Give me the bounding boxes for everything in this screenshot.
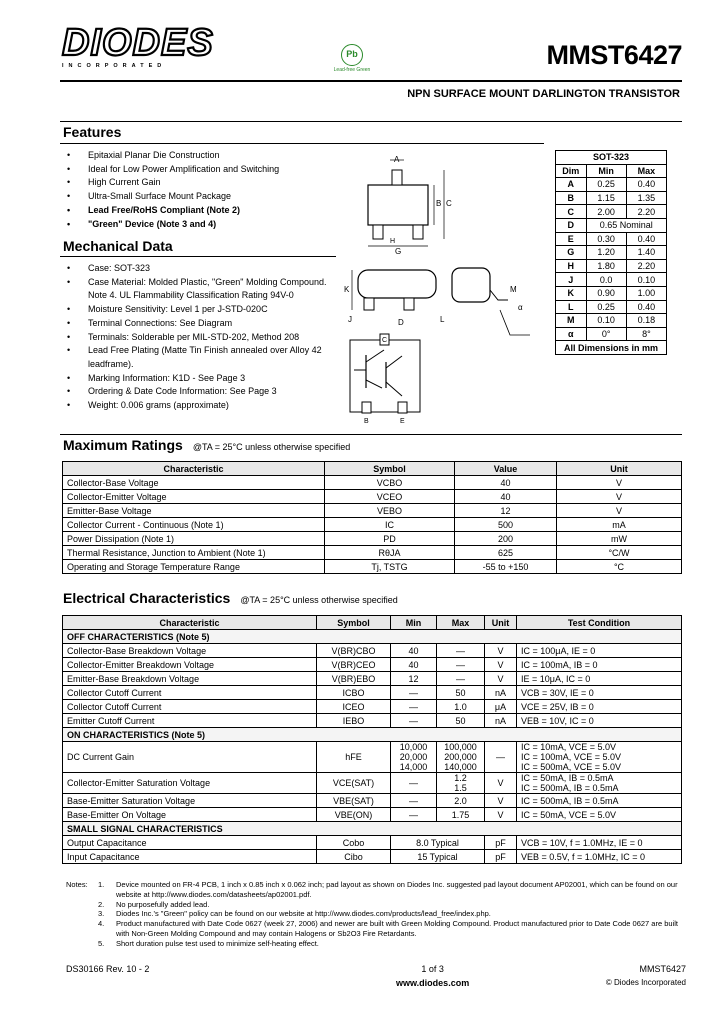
elec-cell: VBE(ON) [317,808,391,822]
elec-header: Characteristic [63,616,317,630]
sot323-cell: 0° [586,327,626,341]
elec-cell: — [437,658,485,672]
elec-cell: 40 [391,644,437,658]
elec-cell: Collector-Base Breakdown Voltage [63,644,317,658]
website-link[interactable]: www.diodes.com [396,978,470,988]
elec-cell: Cibo [317,850,391,864]
sot323-cell: 1.80 [586,259,626,273]
elec-cell-line: IC = 50mA, IB = 0.5mA [521,773,614,783]
mechanical-item: • Moisture Sensitivity: Level 1 per J-STD-020C [62,303,342,317]
feature-item: • "Green" Device (Note 3 and 4) [62,218,362,232]
sot323-cell: 0.25 [586,178,626,192]
elec-title: Electrical Characteristics [63,590,231,606]
note-row [66,900,686,910]
sot323-cell: 1.35 [626,191,666,205]
elec-header: Unit [485,616,517,630]
elec-condition: @TA = 25°C unless otherwise specified [240,595,398,605]
sot323-row [556,300,667,314]
elec-cell: VEB = 0.5V, f = 1.0MHz, IC = 0 [517,850,682,864]
max-ratings-cell: 40 [455,490,557,504]
elec-cell: 2.0 [437,794,485,808]
sot323-cell: 0.10 [586,314,626,328]
elec-cell: VBE(SAT) [317,794,391,808]
max-ratings-row [63,546,682,560]
elec-header: Max [437,616,485,630]
logo-subtext: INCORPORATED [62,63,167,69]
max-ratings-condition: @TA = 25°C unless otherwise specified [192,442,351,452]
note-text: Product manufactured with Date Code 0627 (week 27, 2006) and newer are built with Green Molding Compound. Product manufactured prior to Date Code 0627 are built with Non-Green Molding Compound and may contain Halogens or Sb2O3 Fire Retardants. [116,919,678,938]
elec-cell: V [485,658,517,672]
pin-label-C: C [382,337,388,344]
elec-row [63,644,682,658]
features-rule [60,143,544,144]
elec-row [63,773,682,794]
sot323-row [556,218,667,232]
max-ratings-cell: V [557,504,682,518]
note-text: Device mounted on FR-4 PCB, 1 inch x 0.85 inch x 0.062 inch; pad layout as shown on Diodes Inc. suggested pad layout document AP02001, which can be found on our website at http://www.diodes.com/datasheets/ap02001.pdf. [116,880,678,899]
elec-cell: μA [485,700,517,714]
elec-cell: IE = 10μA, IC = 0 [517,672,682,686]
max-ratings-row [63,532,682,546]
note-number: 3. [98,909,105,919]
features-list [62,149,362,231]
sot323-cell: E [556,232,587,246]
sot323-row [556,314,667,328]
sot323-cell: 0.18 [626,314,666,328]
notes-label [66,909,98,919]
notes-label [66,919,98,939]
footer-part: MMST6427 [639,964,686,974]
sot323-cell: 1.15 [586,191,626,205]
mechanical-item: • Weight: 0.006 grams (approximate) [62,399,342,413]
elec-cell: IC = 100μA, IE = 0 [517,644,682,658]
sot323-cell: 0.40 [626,232,666,246]
max-ratings-row [63,490,682,504]
device-subtitle: NPN SURFACE MOUNT DARLINGTON TRANSISTOR [407,88,680,100]
header-rule [60,80,682,82]
elec-cell: VCB = 30V, IE = 0 [517,686,682,700]
feature-item: • Lead Free/RoHS Compliant (Note 2) [62,204,362,218]
feature-item: • High Current Gain [62,176,362,190]
elec-cell: 1.0 [437,700,485,714]
mechanical-item: • Case Material: Molded Plastic, "Green" Molding Compound. Note 4. UL Flammability Classification Rating 94V-0 [62,276,342,303]
elec-cell: ICEO [317,700,391,714]
max-ratings-cell: °C [557,560,682,574]
footer-right [606,964,686,987]
elec-row [63,686,682,700]
lead-free-label: Lead-free Green [333,67,371,73]
elec-cell: VCB = 10V, f = 1.0MHz, IE = 0 [517,836,682,850]
max-ratings-header: Unit [557,462,682,476]
max-ratings-cell: mA [557,518,682,532]
max-ratings-cell: Collector-Base Voltage [63,476,325,490]
max-ratings-table [62,461,682,574]
dim-label-A: A [394,155,400,164]
elec-subheader-row [63,630,682,644]
elec-cell: pF [485,836,517,850]
mechanical-item: • Terminal Connections: See Diagram [62,317,342,331]
elec-row [63,714,682,728]
sot323-row [556,178,667,192]
max-ratings-cell: Tj, TSTG [325,560,455,574]
sot323-cell: C [556,205,587,219]
logo-text: DIODES [62,22,214,64]
elec-row [63,794,682,808]
elec-cell: ICBO [317,686,391,700]
mechanical-item: • Case: SOT-323 [62,262,342,276]
sot323-cell: 0.30 [586,232,626,246]
package-outline-diagram [340,150,555,430]
note-number: 5. [98,938,105,948]
max-ratings-header: Value [455,462,557,476]
sot323-cell: 2.00 [586,205,626,219]
elec-cell: — [391,794,437,808]
sot323-cell: 1.00 [626,286,666,300]
sot323-cell: 0.90 [586,286,626,300]
sot323-cell: L [556,300,587,314]
elec-cell: 12 [391,672,437,686]
elec-cell [391,742,437,773]
sot323-cell: J [556,273,587,287]
max-ratings-cell: V [557,490,682,504]
elec-cell: V(BR)CEO [317,658,391,672]
elec-cell: V(BR)EBO [317,672,391,686]
elec-cell: — [391,808,437,822]
elec-cell [437,742,485,773]
pin-label-E: E [400,418,405,425]
sot323-cell: 1.40 [626,246,666,260]
feature-item: • Ideal for Low Power Amplification and Switching [62,163,362,177]
max-ratings-rule-top [60,434,682,435]
elec-cell: VEB = 10V, IC = 0 [517,714,682,728]
max-ratings-title: Maximum Ratings [63,437,183,453]
elec-cell: IC = 100mA, IB = 0 [517,658,682,672]
sot323-cell: 2.20 [626,205,666,219]
mechanical-item: • Lead Free Plating (Matte Tin Finish annealed over Alloy 42 leadframe). [62,344,342,371]
notes-label [66,900,98,910]
elec-cell: Collector-Emitter Breakdown Voltage [63,658,317,672]
elec-cell: VCE = 25V, IB = 0 [517,700,682,714]
note-number: 2. [98,899,105,909]
elec-cell-line: 200,000 [444,752,477,762]
max-ratings-cell: RθJA [325,546,455,560]
max-ratings-row [63,504,682,518]
elec-cell: V [485,808,517,822]
notes-block [66,880,686,949]
note-row [66,939,686,949]
elec-cell: Base-Emitter Saturation Voltage [63,794,317,808]
copyright: © Diodes Incorporated [605,978,686,987]
max-ratings-cell: Collector Current - Continuous (Note 1) [63,518,325,532]
sot323-cell: 0.40 [626,300,666,314]
max-ratings-cell: IC [325,518,455,532]
sot323-row [556,191,667,205]
note-text: No purposefully added lead. [116,899,210,909]
elec-cell [437,773,485,794]
elec-cell: 1.75 [437,808,485,822]
elec-cell-line: 1.5 [454,783,467,793]
sot323-dimension-table [555,150,667,355]
elec-cell: Collector Cutoff Current [63,700,317,714]
elec-cell: — [391,714,437,728]
elec-cell: V [485,644,517,658]
dim-label-H: G [395,247,402,256]
elec-cell: 8.0 Typical [391,836,485,850]
max-ratings-cell: PD [325,532,455,546]
mechanical-list [62,262,342,413]
elec-table [62,615,682,864]
elec-cell [517,773,682,794]
dim-label-D: D [398,318,404,327]
elec-cell: 40 [391,658,437,672]
feature-item: • Epitaxial Planar Die Construction [62,149,362,163]
max-ratings-header: Symbol [325,462,455,476]
elec-cell: VCE(SAT) [317,773,391,794]
footer-center [396,964,469,988]
sot323-row [556,232,667,246]
pin-label-B: B [364,418,369,425]
note-text: Diodes Inc.'s "Green" policy can be found on our website at http://www.diodes.com/products/lead_free/index.php. [116,909,491,919]
lead-free-badge [330,44,374,80]
elec-cell-line: 100,000 [444,742,477,752]
part-number: MMST6427 [546,40,682,70]
elec-cell: Cobo [317,836,391,850]
elec-cell-line: 1.2 [454,773,467,783]
dim-label-B: B [436,199,442,208]
note-text: Short duration pulse test used to minimize self-heating effect. [116,938,319,948]
elec-cell: Input Capacitance [63,850,317,864]
max-ratings-cell: 40 [455,476,557,490]
note-row [66,880,686,900]
sot323-cell: 2.20 [626,259,666,273]
elec-cell: DC Current Gain [63,742,317,773]
sot323-header: Dim [556,164,587,178]
max-ratings-cell: Operating and Storage Temperature Range [63,560,325,574]
elec-subheader-row [63,728,682,742]
elec-cell-line: 10,000 [399,742,428,752]
max-ratings-cell: 200 [455,532,557,546]
elec-cell: hFE [317,742,391,773]
sot323-cell: D [556,218,587,232]
elec-cell: V [485,794,517,808]
dim-label-K: K [344,285,350,294]
elec-cell: V [485,672,517,686]
elec-cell: IEBO [317,714,391,728]
lead-free-icon: Pb [341,44,363,66]
sot323-cell: 0.25 [586,300,626,314]
elec-cell-line: IC = 100mA, VCE = 5.0V [521,752,622,762]
elec-cell: IC = 500mA, IB = 0.5mA [517,794,682,808]
sot323-cell: 8° [626,327,666,341]
max-ratings-cell: 12 [455,504,557,518]
sot323-cell: 0.10 [626,273,666,287]
elec-cell: 50 [437,714,485,728]
elec-subheader: OFF CHARACTERISTICS (Note 5) [63,630,682,644]
sot323-cell: K [556,286,587,300]
elec-cell: V [485,773,517,794]
elec-subheader-row [63,822,682,836]
elec-cell: nA [485,714,517,728]
sot323-cell: M [556,314,587,328]
mechanical-item: • Ordering & Date Code Information: See Page 3 [62,385,342,399]
sot323-row [556,246,667,260]
elec-heading [63,590,398,606]
sot323-row [556,205,667,219]
max-ratings-cell: °C/W [557,546,682,560]
dim-label-M: M [510,285,517,294]
elec-cell [517,742,682,773]
sot323-row [556,327,667,341]
doc-number: DS30166 Rev. 10 - 2 [66,964,150,974]
elec-row [63,658,682,672]
elec-cell: Emitter Cutoff Current [63,714,317,728]
elec-cell: Output Capacitance [63,836,317,850]
max-ratings-row [63,560,682,574]
elec-cell: — [485,742,517,773]
max-ratings-cell: VEBO [325,504,455,518]
elec-cell-line: 140,000 [444,762,477,772]
sot323-header: Min [586,164,626,178]
elec-cell: — [391,773,437,794]
note-number: 4. [98,919,105,929]
elec-subheader: ON CHARACTERISTICS (Note 5) [63,728,682,742]
sot323-cell: A [556,178,587,192]
features-title: Features [63,124,122,140]
elec-cell: Collector Cutoff Current [63,686,317,700]
sot323-cell: 0.0 [586,273,626,287]
elec-row [63,700,682,714]
max-ratings-row [63,476,682,490]
page-footer [66,964,686,988]
max-ratings-cell: Power Dissipation (Note 1) [63,532,325,546]
elec-cell: 15 Typical [391,850,485,864]
max-ratings-cell: 625 [455,546,557,560]
elec-cell-line: 14,000 [399,762,428,772]
note-number: 1. [98,880,105,889]
max-ratings-cell: -55 to +150 [455,560,557,574]
mechanical-item: • Terminals: Solderable per MIL-STD-202, Method 208 [62,331,342,345]
max-ratings-cell: Thermal Resistance, Junction to Ambient (Note 1) [63,546,325,560]
sot323-cell: α [556,327,587,341]
max-ratings-cell: V [557,476,682,490]
notes-label: Notes: [66,880,88,889]
dim-label-C: C [446,199,452,208]
elec-cell: V(BR)CBO [317,644,391,658]
note-row [66,919,686,939]
page-number: 1 of 3 [421,964,444,974]
mechanical-item: • Marking Information: K1D - See Page 3 [62,372,342,386]
max-ratings-heading [63,437,350,453]
elec-row [63,742,682,773]
elec-cell: IC = 50mA, VCE = 5.0V [517,808,682,822]
elec-header: Symbol [317,616,391,630]
dim-label-alpha: α [518,303,523,312]
feature-item: • Ultra-Small Surface Mount Package [62,190,362,204]
sot323-footer: All Dimensions in mm [556,341,667,355]
elec-cell-line: 20,000 [399,752,428,762]
max-ratings-cell: mW [557,532,682,546]
mechanical-title: Mechanical Data [63,238,173,254]
elec-cell-line: IC = 10mA, VCE = 5.0V [521,742,617,752]
sot323-header: Max [626,164,666,178]
diodes-logo [62,24,222,74]
elec-row [63,836,682,850]
sot323-cell: B [556,191,587,205]
elec-row [63,808,682,822]
elec-cell: — [391,686,437,700]
sot323-cell: G [556,246,587,260]
elec-cell: pF [485,850,517,864]
elec-header: Min [391,616,437,630]
sot323-cell: H [556,259,587,273]
max-ratings-cell: Collector-Emitter Voltage [63,490,325,504]
max-ratings-cell: Emitter-Base Voltage [63,504,325,518]
elec-cell: 50 [437,686,485,700]
sot323-row [556,286,667,300]
max-ratings-row [63,518,682,532]
elec-cell: — [437,644,485,658]
elec-row [63,850,682,864]
sot323-cell: 1.20 [586,246,626,260]
max-ratings-header: Characteristic [63,462,325,476]
note-row [66,909,686,919]
elec-cell-line: IC = 500mA, VCE = 5.0V [521,762,622,772]
max-ratings-cell: VCBO [325,476,455,490]
elec-cell: Emitter-Base Breakdown Voltage [63,672,317,686]
elec-cell: — [437,672,485,686]
sot323-cell: 0.65 Nominal [586,218,666,232]
dim-label-J: J [348,315,352,324]
sot323-row [556,259,667,273]
elec-subheader: SMALL SIGNAL CHARACTERISTICS [63,822,682,836]
elec-header: Test Condition [517,616,682,630]
notes-label [66,939,98,949]
elec-cell: Collector-Emitter Saturation Voltage [63,773,317,794]
elec-cell-line: IC = 500mA, IB = 0.5mA [521,783,619,793]
sot323-cell: 0.40 [626,178,666,192]
max-ratings-cell: 500 [455,518,557,532]
elec-cell: — [391,700,437,714]
sot323-title: SOT-323 [556,151,667,165]
features-rule-top [60,121,682,122]
sot323-row [556,273,667,287]
dim-label-L: L [440,315,445,324]
mechanical-rule [60,256,336,257]
elec-cell: Base-Emitter On Voltage [63,808,317,822]
max-ratings-cell: VCEO [325,490,455,504]
elec-cell: nA [485,686,517,700]
elec-row [63,672,682,686]
dim-label-topH: H [390,238,396,245]
